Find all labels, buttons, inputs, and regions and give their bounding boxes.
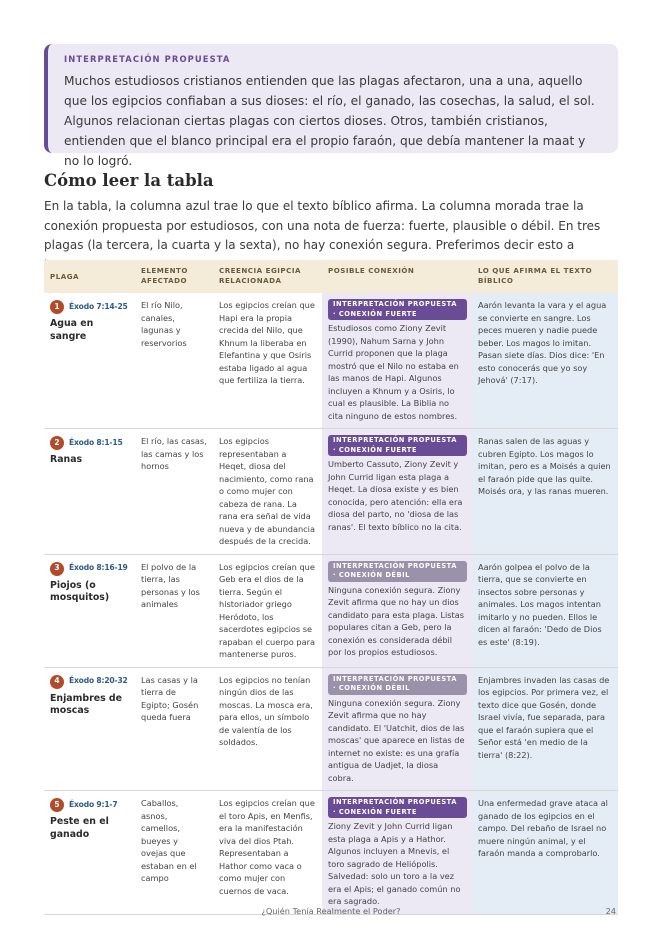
plague-reference: Éxodo 8:1-15 [69, 437, 123, 447]
connection-strength-badge: INTERPRETACIÓN PROPUESTA · CONEXIÓN FUERTE [328, 299, 467, 320]
connection-cell [322, 429, 472, 555]
plague-name: Peste en el ganado [50, 816, 109, 840]
plague-reference: Éxodo 8:16-19 [69, 563, 128, 573]
proposed-interpretation-callout [44, 44, 618, 168]
connection-cell [322, 554, 472, 667]
plague-cell [44, 293, 135, 429]
plague-head [50, 675, 129, 689]
plague-name: Agua en sangre [50, 318, 94, 342]
plague-number-badge: 1 [50, 300, 64, 314]
connection-text: Ninguna conexión segura. Ziony Zevit afirma que no hay un dios candidato para esta plaga. Listas populares citan a Geb, pero la conexión es considerada débil por los propios estudiosos. [328, 584, 465, 657]
plague-head [50, 436, 129, 450]
plague-name: Ranas [50, 454, 83, 465]
plague-cell [44, 429, 135, 555]
plague-name: Piojos (o mosquitos) [50, 579, 110, 603]
connection-strength-badge: INTERPRETACIÓN PROPUESTA · CONEXIÓN DÉBIL [328, 561, 467, 582]
plague-number-badge: 5 [50, 798, 64, 812]
plagues-table [44, 260, 618, 915]
callout-label: INTERPRETACIÓN PROPUESTA [64, 54, 231, 64]
table-header-row [44, 260, 618, 293]
connection-text: Umberto Cassuto, Ziony Zevit y John Currid ligan esta plaga a Heqet. La diosa existe y es bien conocida, pero atención: ella era diosa del parto, no 'diosa de las ranas'. El texto bíblico no la cita. [328, 459, 463, 532]
table-row [44, 554, 618, 667]
section-intro: En la tabla, la columna azul trae lo que el texto bíblico afirma. La columna morada trae la conexión propuesta por estudiosos, con una nota de fuerza: fuerte, plausible o débil. En tres plagas (la tercera, la cuarta y la sexta), no hay conexión segura. Preferimos decir esto a [44, 199, 601, 252]
element-cell: Las casas y la tierra de Egipto; Gosén queda fuera [135, 667, 213, 791]
plague-reference: Éxodo 7:14-25 [69, 301, 128, 311]
table-row [44, 791, 618, 915]
bible-text-cell: Aarón levanta la vara y el agua se convierte en sangre. Los peces mueren y nadie puede beber. Los magos lo imitan. Pasan siete días. Dios dice: 'En esto conocerás que yo soy Jehová' (7:17). [472, 293, 618, 429]
plague-number-badge: 3 [50, 562, 64, 576]
element-cell: El río Nilo, canales, lagunas y reservorios [135, 293, 213, 429]
header-element: ELEMENTO AFECTADO [135, 260, 213, 293]
header-belief: CREENCIA EGIPCIA RELACIONADA [213, 260, 322, 293]
connection-text: Estudiosos como Ziony Zevit (1990), Nahum Sarna y John Currid proponen que la plaga mostró que el Nilo no estaba en las manos de Hapi. Algunos incluyen a Khnum y a Osiris, lo cual es plausible. La Biblia no cita ninguno de estos nombres. [328, 323, 459, 421]
bible-text-cell: Una enfermedad grave ataca al ganado de los egipcios en el campo. Del rebaño de Israel no muere ningún animal, y el faraón manda a comprobarlo. [472, 791, 618, 915]
plague-head [50, 300, 129, 314]
plague-cell [44, 554, 135, 667]
plague-head [50, 798, 129, 812]
bible-text-cell: Ranas salen de las aguas y cubren Egipto. Los magos lo imitan, pero es a Moisés a quien el faraón pide que las quite. Moisés ora, y las ranas mueren. [472, 429, 618, 555]
belief-cell: Los egipcios no tenían ningún dios de las moscas. La mosca era, para ellos, un símbolo de valentía de los soldados. [213, 667, 322, 791]
belief-cell: Los egipcios representaban a Heqet, diosa del nacimiento, como rana o como mujer con cabeza de rana. La rana era señal de vida nueva y de abundancia después de la crecida. [213, 429, 322, 555]
plague-cell [44, 791, 135, 915]
connection-text: Ninguna conexión segura. Ziony Zevit afirma que no hay candidato. El 'Uatchit, dios de las moscas' que aparece en listas de internet no existe: es una grafía antigua de Uadjet, la diosa cobra. [328, 697, 465, 783]
plague-head [50, 562, 129, 576]
element-cell: Caballos, asnos, camellos, bueyes y ovejas que estaban en el campo [135, 791, 213, 915]
belief-cell: Los egipcios creían que el toro Apis, en Menfis, era la manifestación viva del dios Ptah. Representaban a Hathor como vaca o como mujer con cuernos de vaca. [213, 791, 322, 915]
plague-name: Enjambres de moscas [50, 692, 122, 716]
callout-text: Muchos estudiosos cristianos entienden que las plagas afectaron, una a una, aquello que los egipcios confiaban a sus dioses: el río, el ganado, las cosechas, la salud, el sol. Algunos relacionan ciertas plagas con ciertos dioses. Otros, también cristianos, entienden que el blanco principal era el propio faraón, que debía mantener la maat y no lo logró. [64, 74, 595, 168]
connection-strength-badge: INTERPRETACIÓN PROPUESTA · CONEXIÓN DÉBIL [328, 674, 467, 695]
connection-cell [322, 791, 472, 915]
plague-number-badge: 4 [50, 675, 64, 689]
plague-cell [44, 667, 135, 791]
belief-cell: Los egipcios creían que Geb era el dios de la tierra. Según el historiador griego Heródoto, los sacerdotes egipcios se rapaban el cuerpo para mantenerse puros. [213, 554, 322, 667]
connection-cell [322, 667, 472, 791]
element-cell: El polvo de la tierra, las personas y los animales [135, 554, 213, 667]
table-row [44, 293, 618, 429]
header-bible: LO QUE AFIRMA EL TEXTO BÍBLICO [472, 260, 618, 293]
page-number: 24 [605, 906, 616, 916]
header-connection: POSIBLE CONEXIÓN [322, 260, 472, 293]
bible-text-cell: Aarón golpea el polvo de la tierra, que se convierte en insectos sobre personas y animales. Los magos intentan imitarlo y no pueden. Ellos le dicen al faraón: 'Dedo de Dios es este' (8:19). [472, 554, 618, 667]
connection-strength-badge: INTERPRETACIÓN PROPUESTA · CONEXIÓN FUERTE [328, 797, 467, 818]
section-title: Cómo leer la tabla [44, 171, 214, 190]
header-plague: PLAGA [44, 260, 135, 293]
footer-book-title: ¿Quién Tenía Realmente el Poder? [261, 906, 401, 916]
table-row [44, 667, 618, 791]
plague-number-badge: 2 [50, 436, 64, 450]
table-row [44, 429, 618, 555]
belief-cell: Los egipcios creían que Hapi era la propia crecida del Nilo, que Khnum la liberaba en Elefantina y que Osiris estaba ligado al agua que fertiliza la tierra. [213, 293, 322, 429]
plague-reference: Éxodo 9:1-7 [69, 799, 118, 809]
element-cell: El río, las casas, las camas y los hornos [135, 429, 213, 555]
connection-text: Ziony Zevit y John Currid ligan esta plaga a Apis y a Hathor. Algunos incluyen a Mnevis, el toro sagrado de Heliópolis. Salvedad: solo un toro a la vez era el Apis; el ganado común no era sagrado. [328, 821, 461, 906]
plague-reference: Éxodo 8:20-32 [69, 676, 128, 686]
bible-text-cell: Enjambres invaden las casas de los egipcios. Por primera vez, el texto dice que Gosén, donde Israel vivía, fue separada, para que el faraón supiera que el Señor está 'en medio de la tierra' (8:22). [472, 667, 618, 791]
connection-cell [322, 293, 472, 429]
connection-strength-badge: INTERPRETACIÓN PROPUESTA · CONEXIÓN FUERTE [328, 435, 467, 456]
